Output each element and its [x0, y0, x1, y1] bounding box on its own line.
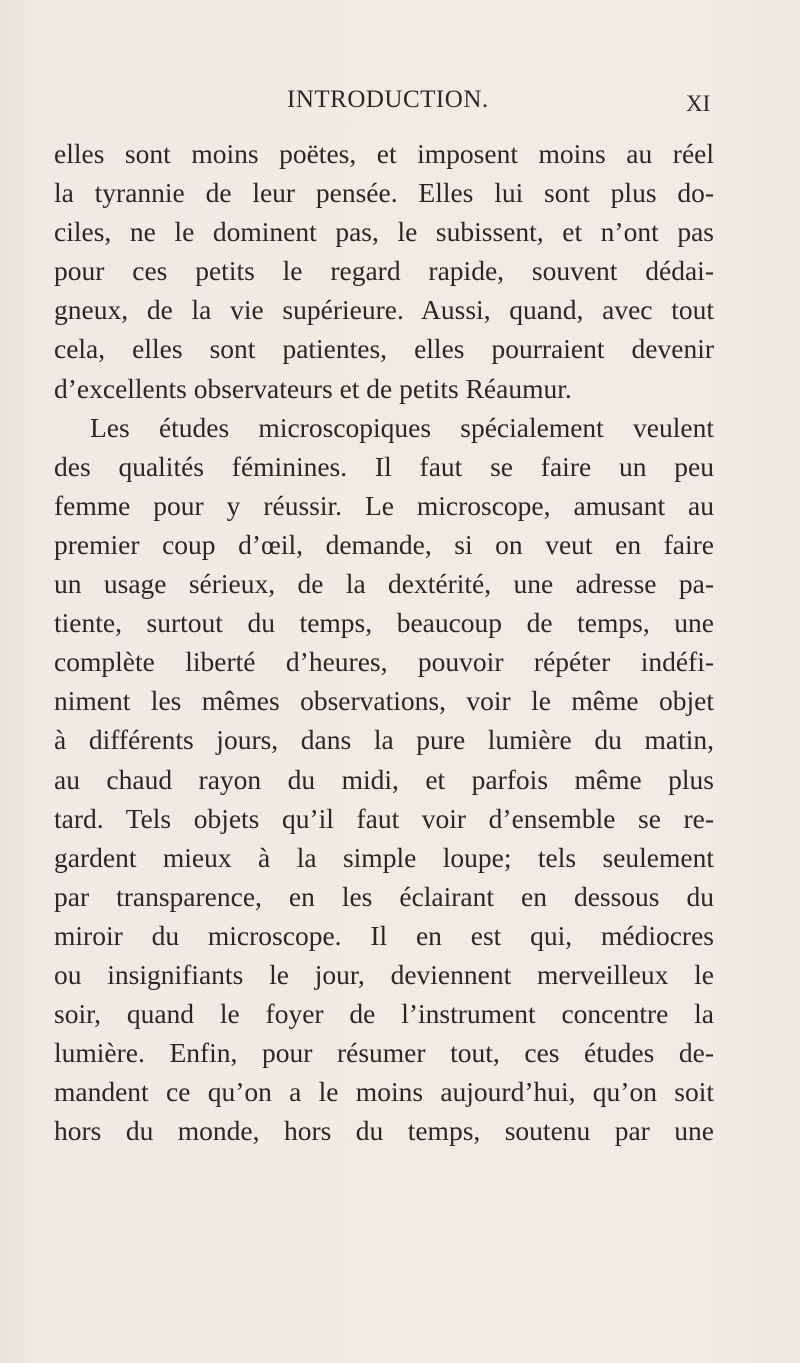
- text-line: par transparence, en les éclairant en dessous du: [54, 880, 714, 912]
- text-line: d’excellents observateurs et de petits Réaumur.: [54, 372, 572, 404]
- text-line: ou insignifiants le jour, deviennent merveilleux le: [54, 958, 714, 990]
- text-line: complète liberté d’heures, pouvoir répéter indéfi-: [54, 646, 714, 678]
- text-line: cela, elles sont patientes, elles pourraient devenir: [54, 333, 714, 365]
- text-line: hors du monde, hors du temps, soutenu par une: [54, 1115, 714, 1147]
- text-line: tard. Tels objets qu’il faut voir d’ensemble se re-: [54, 802, 714, 834]
- text-line: la tyrannie de leur pensée. Elles lui sont plus do-: [54, 177, 714, 209]
- text-line: lumière. Enfin, pour résumer tout, ces études de-: [54, 1037, 714, 1069]
- text-line: premier coup d’œil, demande, si on veut en faire: [54, 528, 714, 560]
- text-line: tiente, surtout du temps, beaucoup de temps, une: [54, 607, 714, 639]
- running-head: [0, 85, 800, 125]
- text-line: Les études microscopiques spécialement veulent: [90, 411, 714, 443]
- text-line: gneux, de la vie supérieure. Aussi, quand, avec tout: [54, 294, 714, 326]
- running-title: INTRODUCTION.: [287, 86, 489, 113]
- text-line: gardent mieux à la simple loupe; tels seulement: [54, 841, 714, 873]
- text-line: mandent ce qu’on a le moins aujourd’hui, qu’on soit: [54, 1076, 714, 1108]
- body-text: [54, 134, 714, 1150]
- text-line: à différents jours, dans la pure lumière du matin,: [54, 724, 714, 756]
- page-number: XI: [686, 91, 711, 116]
- text-line: elles sont moins poëtes, et imposent moins au réel: [54, 138, 714, 169]
- text-line: femme pour y réussir. Le microscope, amusant au: [54, 489, 714, 521]
- text-line: niment les mêmes observations, voir le même objet: [54, 685, 714, 717]
- text-line: ciles, ne le dominent pas, le subissent, et n’ont pas: [54, 216, 714, 248]
- text-line: au chaud rayon du midi, et parfois même plus: [54, 763, 714, 795]
- text-line: des qualités féminines. Il faut se faire un peu: [54, 450, 714, 482]
- text-line: miroir du microscope. Il en est qui, médiocres: [54, 919, 714, 951]
- text-line: pour ces petits le regard rapide, souvent dédai-: [54, 255, 714, 287]
- text-line: un usage sérieux, de la dextérité, une adresse pa-: [54, 568, 714, 600]
- text-line: soir, quand le foyer de l’instrument concentre la: [54, 998, 714, 1030]
